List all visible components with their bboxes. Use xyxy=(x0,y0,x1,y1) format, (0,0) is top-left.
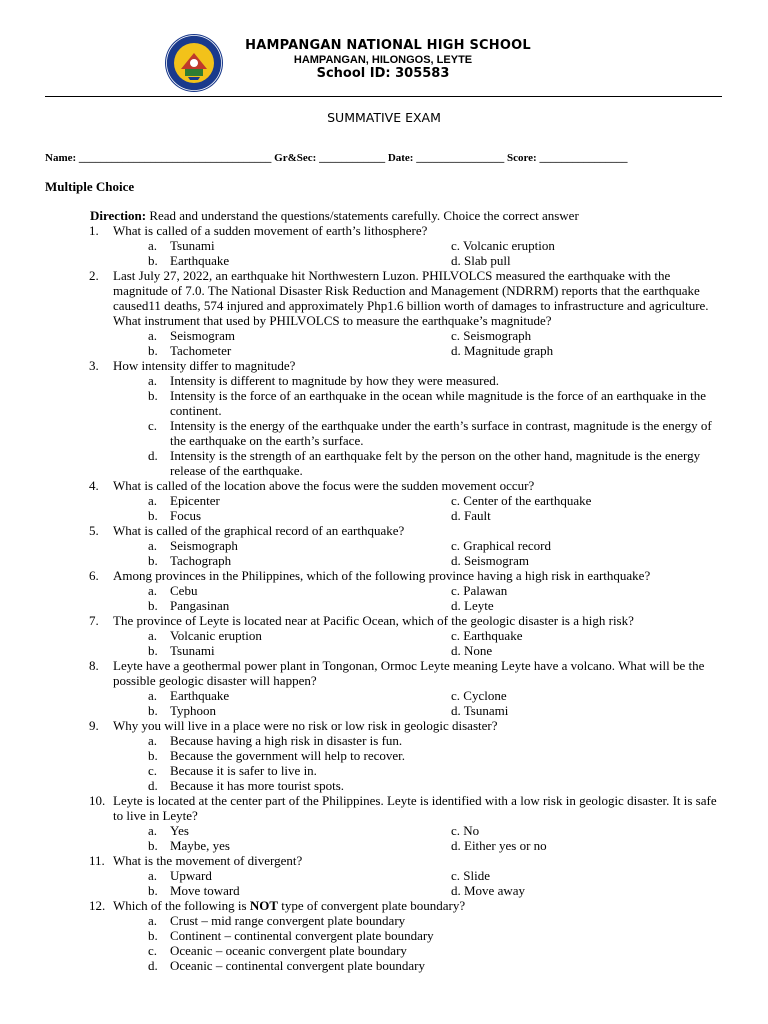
option-letter: a. xyxy=(148,733,158,748)
option-b[interactable] xyxy=(0,928,768,943)
option-b[interactable]: Earthquake xyxy=(170,253,230,268)
question-text: How intensity differ to magnitude? xyxy=(113,358,296,373)
option-b[interactable] xyxy=(0,748,768,763)
school-name: HAMPANGAN NATIONAL HIGH SCHOOL xyxy=(245,38,531,53)
option-row xyxy=(0,583,768,598)
question-3 xyxy=(0,358,768,373)
option-c[interactable]: c. Center of the earthquake xyxy=(451,493,592,508)
option-letter: b. xyxy=(148,703,158,718)
question-number: 5. xyxy=(89,523,99,538)
option-row xyxy=(0,628,768,643)
option-letter: a. xyxy=(148,628,158,643)
option-row xyxy=(0,493,768,508)
name-blank[interactable]: ___________________________________ xyxy=(76,152,275,164)
option-row xyxy=(0,598,768,613)
option-letter: b. xyxy=(148,598,158,613)
option-letter: b. xyxy=(148,553,158,568)
option-letter: d. xyxy=(148,448,158,463)
option-letter: b. xyxy=(148,343,158,358)
question-list xyxy=(0,208,768,973)
question-9 xyxy=(0,718,768,733)
school-seal-icon xyxy=(164,33,224,93)
section-title: Multiple Choice xyxy=(45,179,135,194)
student-info-line xyxy=(45,152,735,164)
option-a[interactable] xyxy=(0,913,768,928)
option-b[interactable]: Maybe, yes xyxy=(170,838,230,853)
question-number: 10. xyxy=(89,793,106,808)
option-d[interactable]: d. Tsunami xyxy=(451,703,509,718)
question-number: 8. xyxy=(89,658,99,673)
option-a[interactable]: Seismograph xyxy=(170,538,238,553)
question-6 xyxy=(0,568,768,583)
option-b[interactable]: Pangasinan xyxy=(170,598,230,613)
option-b[interactable]: Move toward xyxy=(170,883,240,898)
question-number: 3. xyxy=(89,358,99,373)
exam-title: SUMMATIVE EXAM xyxy=(327,110,441,125)
option-letter: a. xyxy=(148,538,158,553)
option-a[interactable]: Seismogram xyxy=(170,328,235,343)
option-row xyxy=(0,838,768,853)
school-address: HAMPANGAN, HILONGOS, LEYTE xyxy=(293,54,473,66)
option-row xyxy=(0,238,768,253)
option-text: Because it is safer to live in. xyxy=(170,763,317,778)
option-d[interactable]: d. Slab pull xyxy=(451,253,511,268)
option-c[interactable]: c. Graphical record xyxy=(451,538,551,553)
question-12 xyxy=(0,898,768,913)
option-letter: b. xyxy=(148,253,158,268)
name-label: Name: xyxy=(45,152,77,164)
option-text: Intensity is the energy of the earthquake under the earth’s surface in contrast, magnitude is the energy of the earthquake on the earth’s surface. xyxy=(170,418,712,448)
option-letter: c. xyxy=(148,763,158,778)
option-row xyxy=(0,343,768,358)
option-d[interactable]: d. Magnitude graph xyxy=(451,343,554,358)
question-number: 9. xyxy=(89,718,99,733)
option-c[interactable]: c. Earthquake xyxy=(451,628,523,643)
option-letter: c. xyxy=(148,418,158,433)
option-a[interactable] xyxy=(0,733,768,748)
option-letter: a. xyxy=(148,493,158,508)
question-number: 12. xyxy=(89,898,106,913)
option-c[interactable] xyxy=(0,763,768,778)
option-d[interactable]: d. Leyte xyxy=(451,598,494,613)
question-text: What is the movement of divergent? xyxy=(113,853,303,868)
question-5 xyxy=(0,523,768,538)
option-row xyxy=(0,508,768,523)
option-b[interactable] xyxy=(0,388,768,418)
question-text-part: type of convergent plate boundary? xyxy=(278,898,466,913)
option-d[interactable]: d. Either yes or no xyxy=(451,838,547,853)
option-text: Oceanic – oceanic convergent plate boundary xyxy=(170,943,407,958)
direction-body: Read and understand the questions/statements carefully. Choice the correct answer xyxy=(146,208,579,223)
option-a[interactable]: Cebu xyxy=(170,583,198,598)
option-letter: a. xyxy=(148,688,158,703)
option-letter: a. xyxy=(148,823,158,838)
question-text: Leyte have a geothermal power plant in Tongonan, Ormoc Leyte meaning Leyte have a volcano. What will be the possible geologic disaster will happen? xyxy=(113,658,705,688)
grsec-label: Gr&Sec: xyxy=(274,152,317,164)
option-row xyxy=(0,883,768,898)
option-c[interactable]: c. No xyxy=(451,823,480,838)
date-blank[interactable]: ________________ xyxy=(413,152,507,164)
score-blank[interactable]: ________________ xyxy=(536,152,628,164)
direction-label: Direction: xyxy=(90,208,147,223)
option-d[interactable] xyxy=(0,778,768,793)
option-text: Intensity is different to magnitude by how they were measured. xyxy=(170,373,500,388)
option-letter: b. xyxy=(148,883,158,898)
question-10 xyxy=(0,793,768,823)
option-letter: a. xyxy=(148,373,158,388)
option-letter: a. xyxy=(148,328,158,343)
option-a[interactable]: Tsunami xyxy=(170,238,215,253)
option-row xyxy=(0,253,768,268)
question-number: 7. xyxy=(89,613,99,628)
option-d[interactable]: d. Fault xyxy=(451,508,491,523)
option-c[interactable]: c. Volcanic eruption xyxy=(451,238,555,253)
score-label: Score: xyxy=(506,152,537,164)
option-letter: b. xyxy=(148,388,158,403)
option-row xyxy=(0,868,768,883)
option-text: Intensity is the force of an earthquake in the ocean while magnitude is the force of an earthquake in the continent. xyxy=(170,388,707,418)
option-row xyxy=(0,553,768,568)
question-text: Why you will live in a place were no risk or low risk in geologic disaster? xyxy=(113,718,498,733)
option-text: Because it has more tourist spots. xyxy=(170,778,345,793)
question-text-part: Which of the following is xyxy=(113,898,250,913)
option-letter: a. xyxy=(148,583,158,598)
question-text: What is called of a sudden movement of earth’s lithosphere? xyxy=(113,223,428,238)
option-row xyxy=(0,823,768,838)
direction-text xyxy=(90,208,768,223)
option-d[interactable]: d. Seismogram xyxy=(451,553,529,568)
option-text: Intensity is the strength of an earthquake felt by the person on the other hand, magnitude is the energy release of the earthquake. xyxy=(170,448,701,478)
question-number: 6. xyxy=(89,568,99,583)
header-divider xyxy=(45,96,722,97)
option-letter: b. xyxy=(148,748,158,763)
option-c[interactable] xyxy=(0,943,768,958)
option-b[interactable]: Tsunami xyxy=(170,643,215,658)
option-letter: a. xyxy=(148,238,158,253)
question-4 xyxy=(0,478,768,493)
option-text: Because having a high risk in disaster is fun. xyxy=(170,733,403,748)
option-b[interactable]: Tachometer xyxy=(170,343,232,358)
option-text: Continent – continental convergent plate boundary xyxy=(170,928,434,943)
option-letter: a. xyxy=(148,868,158,883)
option-row xyxy=(0,643,768,658)
option-a[interactable]: Upward xyxy=(170,868,212,883)
option-letter: a. xyxy=(148,913,158,928)
question-8 xyxy=(0,658,768,688)
option-letter: b. xyxy=(148,643,158,658)
option-a[interactable]: Yes xyxy=(170,823,189,838)
question-text: Leyte is located at the center part of the Philippines. Leyte is identified with a low risk in geologic disaster. It is safe to live in Leyte? xyxy=(113,793,717,823)
question-11 xyxy=(0,853,768,868)
emphasis-not: NOT xyxy=(249,898,279,913)
option-d[interactable] xyxy=(0,448,768,478)
grsec-blank[interactable]: ____________ xyxy=(316,152,388,164)
option-letter: c. xyxy=(148,943,158,958)
option-letter: b. xyxy=(148,838,158,853)
option-c[interactable]: c. Cyclone xyxy=(451,688,507,703)
question-text xyxy=(113,898,724,913)
option-b[interactable]: Tachograph xyxy=(170,553,232,568)
question-7 xyxy=(0,613,768,628)
option-c[interactable]: c. Slide xyxy=(451,868,490,883)
question-text: Among provinces in the Philippines, which of the following province having a high risk in earthquake? xyxy=(113,568,651,583)
option-b[interactable]: Typhoon xyxy=(170,703,217,718)
question-text: Last July 27, 2022, an earthquake hit Northwestern Luzon. PHILVOLCS measured the earthquake with the magnitude of 7.0. The National Disaster Risk Reduction and Management (NDRRM) reports that the earthquake caused11 deaths, 574 injured and approximately Php1.6 billion worth of damages to infrastructure and agriculture. What instrument that used by PHILVOLCS to measure the earthquake’s magnitude? xyxy=(113,268,709,328)
option-letter: b. xyxy=(148,928,158,943)
option-row xyxy=(0,538,768,553)
school-id: School ID: 305583 xyxy=(316,66,450,81)
question-number: 11. xyxy=(89,853,105,868)
option-text: Crust – mid range convergent plate boundary xyxy=(170,913,406,928)
option-a[interactable]: Earthquake xyxy=(170,688,230,703)
school-header xyxy=(0,28,768,98)
option-a[interactable] xyxy=(0,373,768,388)
option-c[interactable]: c. Palawan xyxy=(451,583,508,598)
option-row xyxy=(0,328,768,343)
question-number: 1. xyxy=(89,223,99,238)
option-d[interactable]: d. Move away xyxy=(451,883,526,898)
question-number: 2. xyxy=(89,268,99,283)
option-b[interactable]: Focus xyxy=(170,508,202,523)
option-letter: b. xyxy=(148,508,158,523)
option-d[interactable] xyxy=(0,958,768,973)
option-c[interactable]: c. Seismograph xyxy=(451,328,532,343)
option-d[interactable]: d. None xyxy=(451,643,493,658)
option-a[interactable]: Volcanic eruption xyxy=(170,628,262,643)
question-1 xyxy=(0,223,768,238)
question-text: The province of Leyte is located near at Pacific Ocean, which of the geologic disaster is a high risk? xyxy=(113,613,634,628)
option-text: Because the government will help to recover. xyxy=(170,748,406,763)
question-2 xyxy=(0,268,768,328)
option-text: Oceanic – continental convergent plate boundary xyxy=(170,958,425,973)
question-text: What is called of the graphical record of an earthquake? xyxy=(113,523,405,538)
option-letter: d. xyxy=(148,958,158,973)
date-label: Date: xyxy=(387,152,414,164)
option-letter: d. xyxy=(148,778,158,793)
question-number: 4. xyxy=(89,478,99,493)
option-a[interactable]: Epicenter xyxy=(170,493,220,508)
question-text: What is called of the location above the focus were the sudden movement occur? xyxy=(113,478,535,493)
option-row xyxy=(0,688,768,703)
option-c[interactable] xyxy=(0,418,768,448)
option-row xyxy=(0,703,768,718)
